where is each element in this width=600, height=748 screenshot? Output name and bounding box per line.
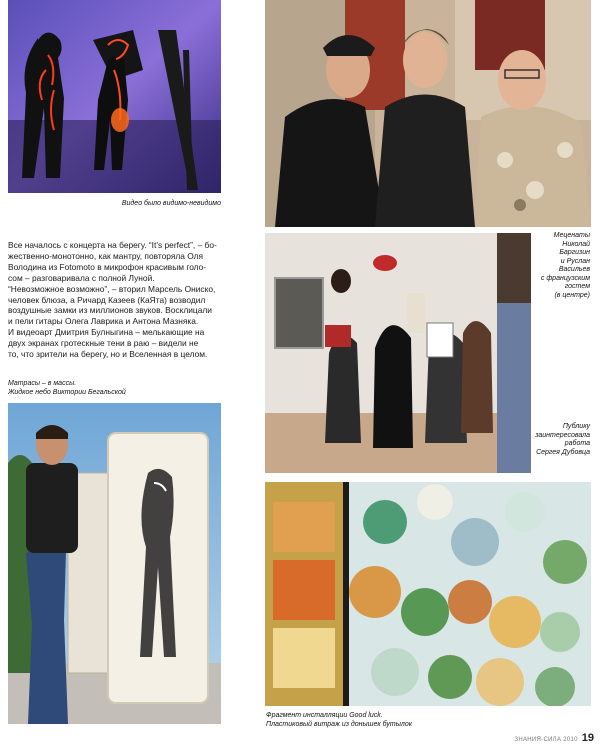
caption-mattresses-line: Жидкое небо Виктории Бегальской — [8, 388, 126, 396]
article-line: Володина из Fotomoto в микрофон красивым голо- — [8, 261, 207, 272]
caption-mattresses — [8, 380, 221, 397]
magazine-name: ЗНАНИЯ-СИЛА 2010 — [514, 737, 578, 743]
photo-stained-glass — [265, 482, 591, 706]
article-line: сом – разговаривала с полной Луной. — [8, 272, 155, 283]
page-number: 19 — [581, 732, 594, 744]
article-line: и пели гитары Олега Лаврика и Антона Мазняка. — [8, 316, 199, 327]
article-body — [8, 240, 260, 360]
article-line: И видеоарт Дмитрия Булныгина – мелькающие на — [8, 327, 205, 338]
article-line: “Невозможное возможно”, – вторил Марсель Ониско, — [8, 283, 216, 294]
caption-patrons — [536, 232, 590, 300]
caption-patrons-line: Николай — [562, 240, 590, 248]
photo-mattresses — [8, 403, 221, 724]
article-line: то, что зрители на берегу, но и Вселенная в целом. — [8, 349, 208, 360]
caption-patrons-line: с французским — [540, 274, 590, 282]
article-line: жественно-монотонно, как мантру, повторяла Оля — [8, 250, 204, 261]
caption-patrons-line: Васильев — [558, 266, 590, 273]
photo-patrons — [265, 0, 591, 227]
article-line: Все началось с концерта на берегу. “It’s perfect”, – бо- — [8, 240, 217, 250]
article-line: воздушные замки из миллионов звуков. Восклицали — [8, 305, 212, 316]
caption-gallery-line: заинтересовала — [535, 431, 590, 439]
caption-gallery-line: Сергея Дубовца — [536, 448, 590, 456]
caption-stained-glass-line: Пластиковый витраж из донышек бутылок — [266, 720, 413, 728]
page-footer — [514, 732, 594, 744]
caption-stained-glass — [266, 712, 566, 729]
caption-patrons-line: и Руслан — [560, 257, 590, 265]
caption-patrons-line: гостем — [564, 283, 590, 290]
caption-gallery-line: работа — [564, 440, 590, 447]
caption-mattresses-line: Матрасы – в массы. — [8, 380, 77, 387]
photo-gallery-visitors — [265, 233, 531, 473]
caption-patrons-line: (в центре) — [554, 291, 590, 299]
article-line: двух экранах гротескные тени в раю – видели не — [8, 338, 199, 349]
article-line: человек блюза, а Ричард Казеев (КаЯта) возводил — [8, 294, 206, 305]
caption-gallery — [531, 423, 590, 457]
photo-video-shadows — [8, 0, 221, 193]
caption-patrons-line: Меценаты — [553, 232, 590, 239]
caption-video-text: Видео было видимо-невидимо — [121, 200, 221, 207]
caption-video — [8, 200, 221, 209]
caption-patrons-line: Баргизин — [559, 249, 590, 256]
caption-gallery-line: Публику — [562, 423, 590, 430]
caption-stained-glass-line: Фрагмент инсталляции Good luck. — [266, 712, 383, 719]
